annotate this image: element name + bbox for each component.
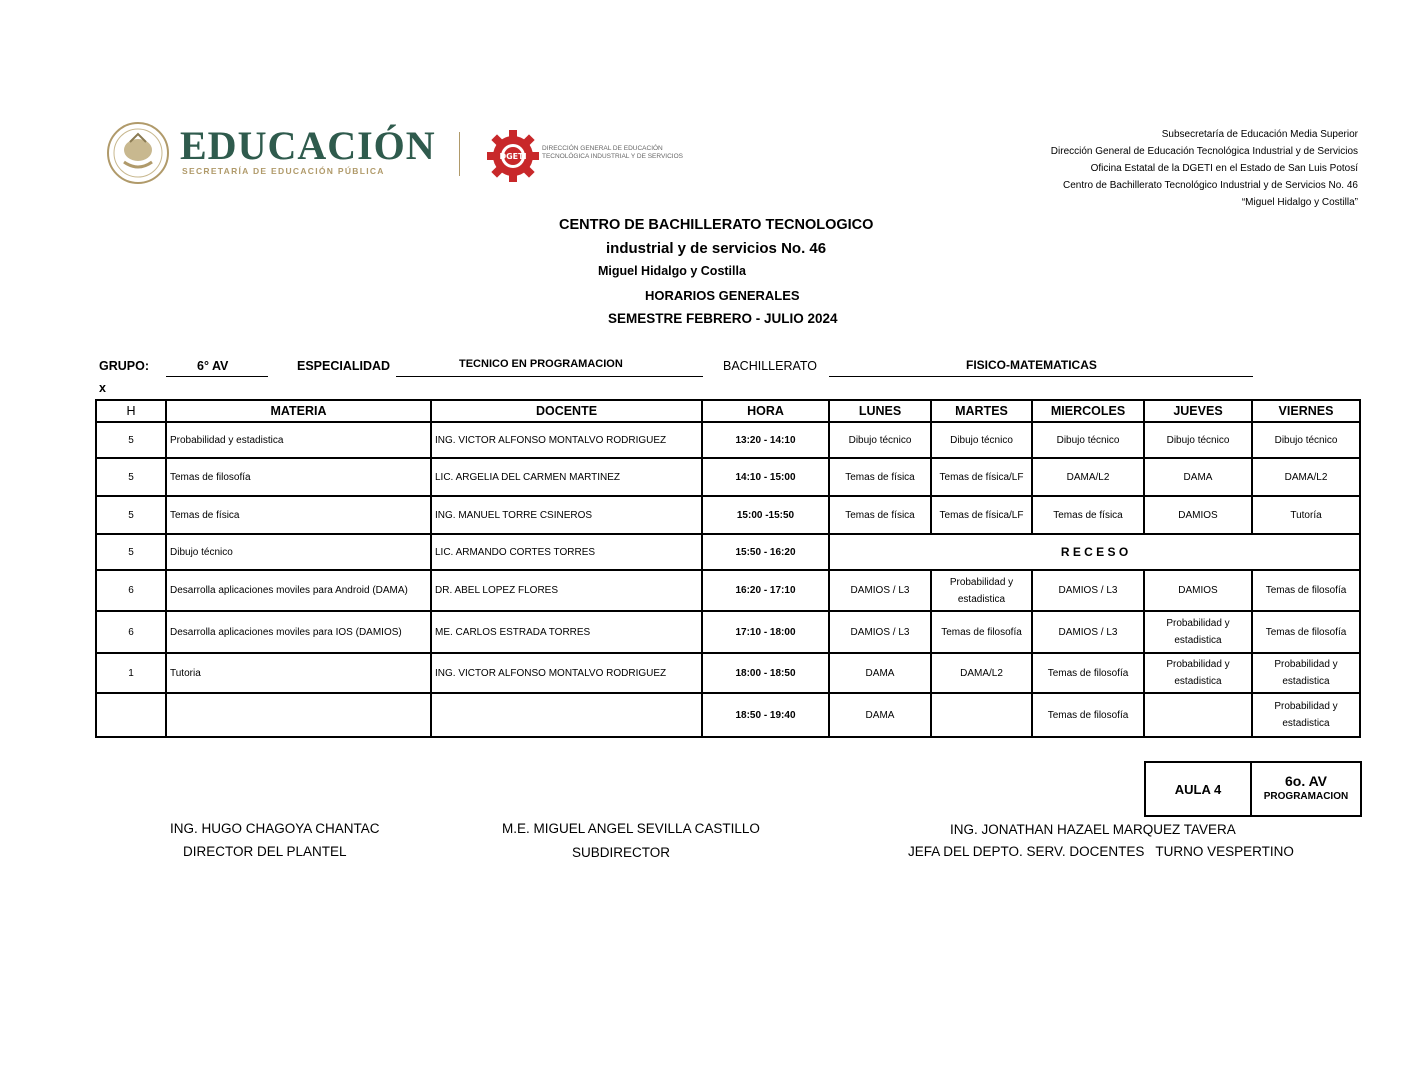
hours-cell: 6 [96,570,166,611]
hours-cell: 5 [96,534,166,570]
viernes-cell: Temas de filosofía [1252,611,1360,653]
materia-cell [166,693,431,737]
aula-group: 6o. AV [1284,773,1327,789]
mexico-coat-of-arms-logo [98,120,178,186]
jefa-name: ING. JONATHAN HAZAEL MARQUEZ TAVERA [950,822,1236,837]
col-header: MARTES [931,400,1032,422]
dgeti-caption-line: DIRECCIÓN GENERAL DE EDUCACIÓN [542,145,663,152]
table-row [96,496,1360,534]
materia-cell: Dibujo técnico [166,534,431,570]
col-header: HORA [702,400,829,422]
aula-group-cell [1251,762,1361,816]
school-name: Miguel Hidalgo y Costilla [598,264,746,278]
table-row [96,534,1360,570]
docente-cell: DR. ABEL LOPEZ FLORES [431,570,702,611]
director-role: DIRECTOR DEL PLANTEL [183,844,347,859]
lunes-cell: Temas de física [829,458,931,496]
bachillerato-value: FISICO-MATEMATICAS [966,358,1097,372]
jefa-role: JEFA DEL DEPTO. SERV. DOCENTES TURNO VESPERTINO [908,844,1294,859]
jueves-cell: Probabilidad y estadistica [1144,611,1252,653]
lunes-cell: DAMA [829,653,931,693]
header-line: Subsecretaría de Educación Media Superior [1161,129,1358,140]
miercoles-cell: Temas de física [1032,496,1144,534]
jueves-cell [1144,693,1252,737]
viernes-cell: Temas de filosofía [1252,570,1360,611]
aula-program: PROGRAMACION [1263,791,1349,802]
jueves-cell: DAMIOS [1144,496,1252,534]
materia-cell: Temas de filosofía [166,458,431,496]
school-title: CENTRO DE BACHILLERATO TECNOLOGICO [559,217,874,233]
table-row [96,458,1360,496]
materia-cell: Temas de física [166,496,431,534]
educacion-wordmark: EDUCACIÓN [180,123,436,168]
col-header: DOCENTE [431,400,702,422]
docente-cell: LIC. ARMANDO CORTES TORRES [431,534,702,570]
jueves-cell: Probabilidad y estadistica [1144,653,1252,693]
school-subtitle: industrial y de servicios No. 46 [606,240,827,257]
especialidad-field [396,360,703,377]
hora-cell: 16:20 - 17:10 [702,570,829,611]
miercoles-cell: Dibujo técnico [1032,422,1144,458]
miercoles-cell: Temas de filosofía [1032,693,1144,737]
grupo-value: 6° AV [197,359,229,373]
viernes-cell: Probabilidad y estadistica [1252,653,1360,693]
bachillerato-field [829,360,1253,377]
col-header: JUEVES [1144,400,1252,422]
hora-cell: 18:50 - 19:40 [702,693,829,737]
dgeti-gear-logo [487,126,539,182]
table-header-row [96,400,1360,422]
docente-cell [431,693,702,737]
bachillerato-label: BACHILLERATO [723,359,818,373]
logo-divider [459,132,460,176]
col-header: MATERIA [166,400,431,422]
header-line: Dirección General de Educación Tecnológica Industrial y de Servicios [1050,146,1358,157]
header-line: “Miguel Hidalgo y Costilla” [1241,197,1358,208]
docente-cell: ING. VICTOR ALFONSO MONTALVO RODRIGUEZ [431,422,702,458]
subdirector-role: SUBDIRECTOR [572,845,671,860]
jueves-cell: Dibujo técnico [1144,422,1252,458]
header-line: Centro de Bachillerato Tecnológico Industrial y de Servicios No. 46 [1063,180,1358,191]
martes-cell: Temas de física/LF [931,496,1032,534]
miercoles-cell: Temas de filosofía [1032,653,1144,693]
viernes-cell: Tutoría [1252,496,1360,534]
x-mark: x [99,381,106,395]
lunes-cell: DAMA [829,693,931,737]
miercoles-cell: DAMIOS / L3 [1032,611,1144,653]
materia-cell: Desarrolla aplicaciones moviles para Android (DAMA) [166,570,431,611]
docente-cell: ME. CARLOS ESTRADA TORRES [431,611,702,653]
hora-cell: 15:00 -15:50 [702,496,829,534]
jueves-cell: DAMA [1144,458,1252,496]
aula-box [1144,761,1362,817]
lunes-cell: Temas de física [829,496,931,534]
grupo-label: GRUPO: [99,359,149,373]
hora-cell: 14:10 - 15:00 [702,458,829,496]
materia-cell: Tutoria [166,653,431,693]
materia-cell: Desarrolla aplicaciones moviles para IOS (DAMIOS) [166,611,431,653]
table-row [96,570,1360,611]
col-header: H [96,400,166,422]
schedule-table [95,399,1361,738]
viernes-cell: Probabilidad y estadistica [1252,693,1360,737]
sep-subtitle: SECRETARÍA DE EDUCACIÓN PÚBLICA [182,166,385,176]
table-row [96,611,1360,653]
table-row [96,653,1360,693]
receso-cell: R E C E S O [829,534,1360,570]
especialidad-label: ESPECIALIDAD [297,359,391,373]
martes-cell: Probabilidad y estadistica [931,570,1032,611]
martes-cell: DAMA/L2 [931,653,1032,693]
hora-cell: 17:10 - 18:00 [702,611,829,653]
docente-cell: LIC. ARGELIA DEL CARMEN MARTINEZ [431,458,702,496]
table-row [96,422,1360,458]
semester-title: SEMESTRE FEBRERO - JULIO 2024 [608,311,838,326]
martes-cell: Temas de filosofía [931,611,1032,653]
lunes-cell: DAMIOS / L3 [829,611,931,653]
hours-cell: 6 [96,611,166,653]
schedule-title: HORARIOS GENERALES [645,288,800,303]
hours-cell: 5 [96,496,166,534]
dgeti-caption-line: TECNOLÓGICA INDUSTRIAL Y DE SERVICIOS [542,153,683,160]
jueves-cell: DAMIOS [1144,570,1252,611]
col-header: VIERNES [1252,400,1360,422]
aula-room: AULA 4 [1145,762,1251,816]
hours-cell [96,693,166,737]
lunes-cell: Dibujo técnico [829,422,931,458]
hora-cell: 15:50 - 16:20 [702,534,829,570]
director-name: ING. HUGO CHAGOYA CHANTAC [170,821,380,836]
miercoles-cell: DAMIOS / L3 [1032,570,1144,611]
martes-cell: Dibujo técnico [931,422,1032,458]
hours-cell: 5 [96,422,166,458]
especialidad-value: TECNICO EN PROGRAMACION [459,358,623,370]
martes-cell [931,693,1032,737]
docente-cell: ING. MANUEL TORRE CSINEROS [431,496,702,534]
hora-cell: 18:00 - 18:50 [702,653,829,693]
hours-cell: 1 [96,653,166,693]
lunes-cell: DAMIOS / L3 [829,570,931,611]
martes-cell: Temas de física/LF [931,458,1032,496]
dgeti-caption [542,145,683,161]
grupo-field [166,360,268,377]
viernes-cell: Dibujo técnico [1252,422,1360,458]
hora-cell: 13:20 - 14:10 [702,422,829,458]
header-line: Oficina Estatal de la DGETI en el Estado de San Luis Potosí [1090,163,1358,174]
col-header: MIERCOLES [1032,400,1144,422]
docente-cell: ING. VICTOR ALFONSO MONTALVO RODRIGUEZ [431,653,702,693]
viernes-cell: DAMA/L2 [1252,458,1360,496]
materia-cell: Probabilidad y estadistica [166,422,431,458]
miercoles-cell: DAMA/L2 [1032,458,1144,496]
svg-text:DGETI: DGETI [499,152,527,161]
subdirector-name: M.E. MIGUEL ANGEL SEVILLA CASTILLO [502,821,760,836]
table-row [96,693,1360,737]
hours-cell: 5 [96,458,166,496]
col-header: LUNES [829,400,931,422]
institution-header [1051,126,1358,211]
